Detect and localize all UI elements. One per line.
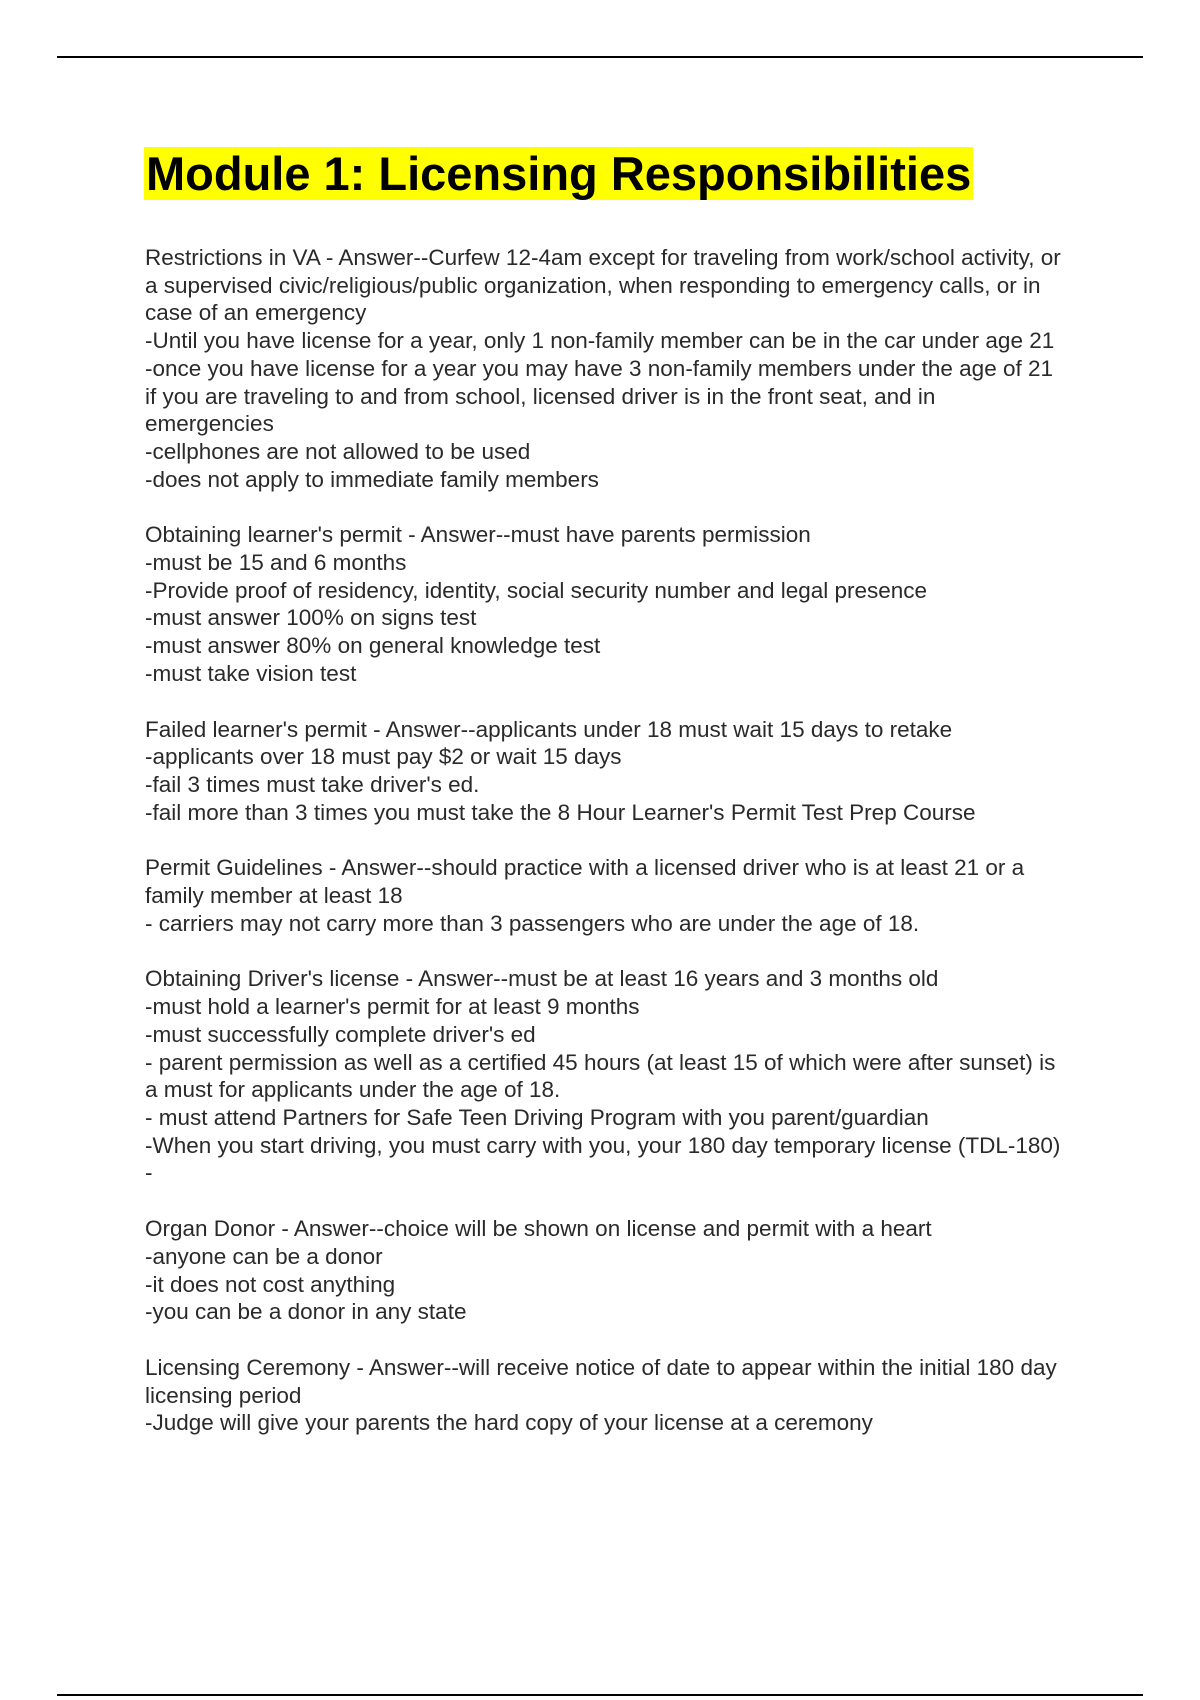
entry-line: -When you start driving, you must carry with you, your 180 day temporary license (TDL-180) [145, 1132, 1061, 1158]
entry-line: - [145, 1160, 153, 1186]
entry-line: -must take vision test [145, 660, 357, 686]
entry-permit-guidelines [145, 854, 1065, 937]
entry-line: -must answer 80% on general knowledge test [145, 633, 601, 659]
entry-line: -it does not cost anything [145, 1271, 396, 1297]
entry-line: -cellphones are not allowed to be used [145, 438, 531, 464]
entry-failed-learners-permit [145, 716, 1065, 827]
entry-line: - parent permission as well as a certified 45 hours (at least 15 of which were after sunset) is a must for applicants under the age of 18. [145, 1049, 1056, 1103]
entry-line: -fail 3 times must take driver's ed. [145, 771, 480, 797]
entry-line: -must be 15 and 6 months [145, 550, 407, 576]
entry-line: Restrictions in VA - Answer--Curfew 12-4am except for traveling from work/school activity, or a supervised civic/religious/public organization, when responding to emergency calls, or in case of an emergency [145, 245, 1061, 326]
page-title [144, 146, 973, 202]
entry-line: -does not apply to immediate family members [145, 466, 599, 492]
entry-line: -once you have license for a year you may have 3 non-family members under the age of 21 if you are traveling to and from school, licensed driver is in the front seat, and in emergencies [145, 355, 1053, 437]
entry-line: Failed learner's permit - Answer--applicants under 18 must wait 15 days to retake [145, 716, 953, 742]
entry-line: -fail more than 3 times you must take the 8 Hour Learner's Permit Test Prep Course [145, 799, 976, 825]
entry-line: -applicants over 18 must pay $2 or wait 15 days [145, 744, 622, 770]
entry-line: -Provide proof of residency, identity, social security number and legal presence [145, 577, 928, 603]
entry-line: -you can be a donor in any state [145, 1299, 467, 1325]
bottom-rule [57, 1694, 1143, 1696]
entry-line: - must attend Partners for Safe Teen Driving Program with you parent/guardian [145, 1104, 929, 1130]
entry-line: Organ Donor - Answer--choice will be shown on license and permit with a heart [145, 1216, 932, 1242]
entry-licensing-ceremony [145, 1354, 1065, 1437]
entry-line: -anyone can be a donor [145, 1243, 383, 1269]
entry-line: -must successfully complete driver's ed [145, 1021, 536, 1047]
entry-obtaining-drivers-license [145, 965, 1065, 1187]
entry-obtaining-learners-permit [145, 521, 1065, 687]
page-title-highlight: Module 1: Licensing Responsibilities [146, 147, 972, 200]
entry-line: -must answer 100% on signs test [145, 605, 477, 631]
entry-line: Permit Guidelines - Answer--should practice with a licensed driver who is at least 21 or a family member at least 18 [145, 855, 1025, 909]
entry-organ-donor [145, 1215, 1065, 1326]
entry-line: -Judge will give your parents the hard copy of your license at a ceremony [145, 1410, 873, 1436]
entry-restrictions [145, 244, 1065, 493]
top-rule [57, 56, 1143, 58]
entry-line: -must hold a learner's permit for at least 9 months [145, 994, 640, 1020]
entry-line: -Until you have license for a year, only 1 non-family member can be in the car under age 21 [145, 328, 1055, 354]
entry-line: Licensing Ceremony - Answer--will receive notice of date to appear within the initial 180 day licensing period [145, 1354, 1057, 1408]
entry-line: Obtaining learner's permit - Answer--must have parents permission [145, 522, 811, 548]
entry-line: - carriers may not carry more than 3 passengers who are under the age of 18. [145, 910, 920, 936]
entry-line: Obtaining Driver's license - Answer--must be at least 16 years and 3 months old [145, 966, 939, 992]
document-body [145, 244, 1065, 1465]
